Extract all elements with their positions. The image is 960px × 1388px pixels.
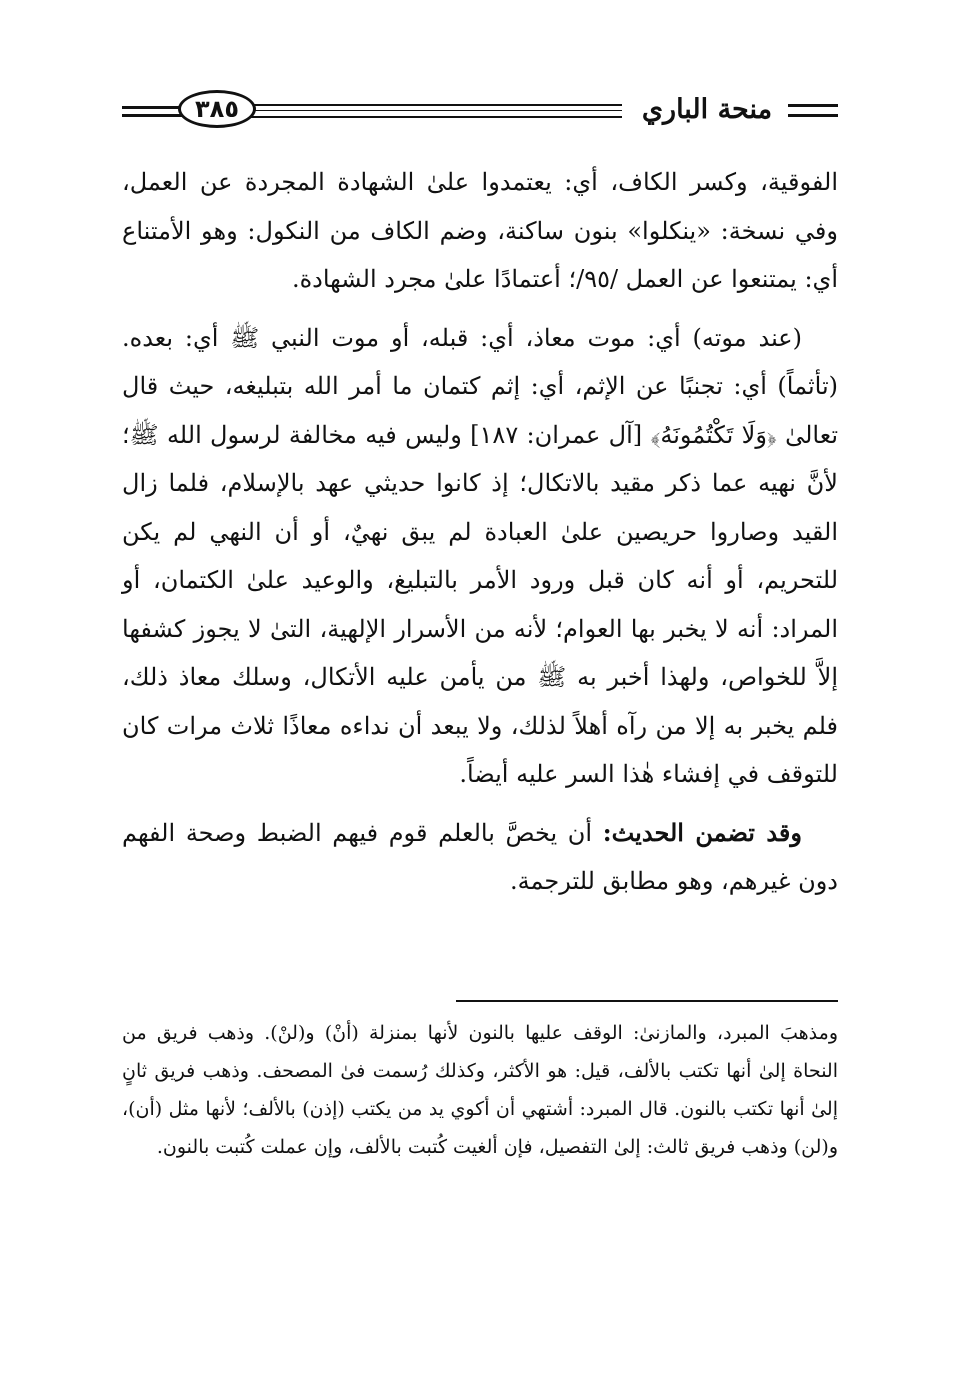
paragraph-3 (122, 809, 838, 906)
header-rule (122, 114, 182, 117)
footnote (122, 1014, 838, 1166)
header-rule (250, 110, 622, 111)
header-rule (122, 106, 182, 109)
footnote-separator (456, 1000, 838, 1002)
paragraph-2: (عند موته) أي: موت معاذ، أي: قبله، أو موت النبي ﷺ أي: بعده. (تأثماً) أي: تجنبًا عن الإثم، أي: إثم كتمان ما أمر الله بتبليغه، حيث قال تعالىٰ ﴿وَلَا تَكْتُمُونَهُ﴾ [آل عمران: ١٨٧] وليس فيه مخالفة لرسول الله ﷺ؛ لأنَّ نهيه عما ذكر مقيد بالاتكال؛ إذ كانوا حديثي عهد بالإسلام، فلما زال القيد وصاروا حريصين علىٰ العبادة لم يبق نهيٌ، أو أن النهي لم يكن للتحريم، أو أنه كان قبل ورود الأمر بالتبليغ، والوعيد علىٰ الكتمان، أو المراد: أنه لا يخبر بها العوام؛ لأنه من الأسرار الإلهية، التىٰ لا يجوز كشفها إلاَّ للخواص، ولهذا أخبر به ﷺ من يأمن عليه الأتكال، وسلك معاذ ذلك، فلم يخبر به إلا من رآه أهلاً لذلك، ولا يبعد أن نداءه معاذًا ثلاث مرات كان للتوقف في إفشاء هٰذا السر عليه أيضاً. (122, 323, 839, 788)
paragraph-3-text: أن يخصَّ بالعلم قوم فيهم الضبط وصحة الفهم دون غيرهم، وهو مطابق للترجمة. (122, 818, 838, 895)
paragraph-3-lead: وقد تضمن الحديث: (602, 817, 802, 847)
paragraph-1: الفوقية، وكسر الكاف، أي: يعتمدوا علىٰ الشهادة المجردة عن العمل، وفي نسخة: «ينكلوا» بنون ساكنة، وضم الكاف من النكول: وهو الأمتناع أي: يمتنعوا عن العمل /٩٥/؛ أعتمادًا علىٰ مجرد الشهادة. (122, 168, 838, 293)
main-text (122, 158, 838, 916)
running-title: منحة الباري (641, 94, 773, 125)
page-header (122, 88, 838, 144)
header-rule (250, 104, 622, 106)
header-rule (788, 104, 838, 107)
header-rule (788, 114, 838, 117)
page-number: ٣٨٥ (178, 90, 256, 128)
header-rule (250, 116, 622, 118)
footnote-text: ومذهبَ المبرد، والمازنىٰ: الوقف عليها بالنون لأنها بمنزلة (أنْ) و(لنْ). وذهب فريق من النحاة إلىٰ أنها تكتب بالألف، قيل: هو الأكثر، وكذلك رُسمت فىٰ المصحف. وذهب فريق ثانٍ إلىٰ أنها تكتب بالنون. قال المبرد: أشتهي أن أكوي يد من يكتب (إذن) بالألف؛ لأنها مثل (أن)، و(لن) وذهب فريق ثالث: إلىٰ التفصيل، فإن ألغيت كُتبت بالألف، وإن عملت كُتبت بالنون. (122, 1022, 838, 1158)
